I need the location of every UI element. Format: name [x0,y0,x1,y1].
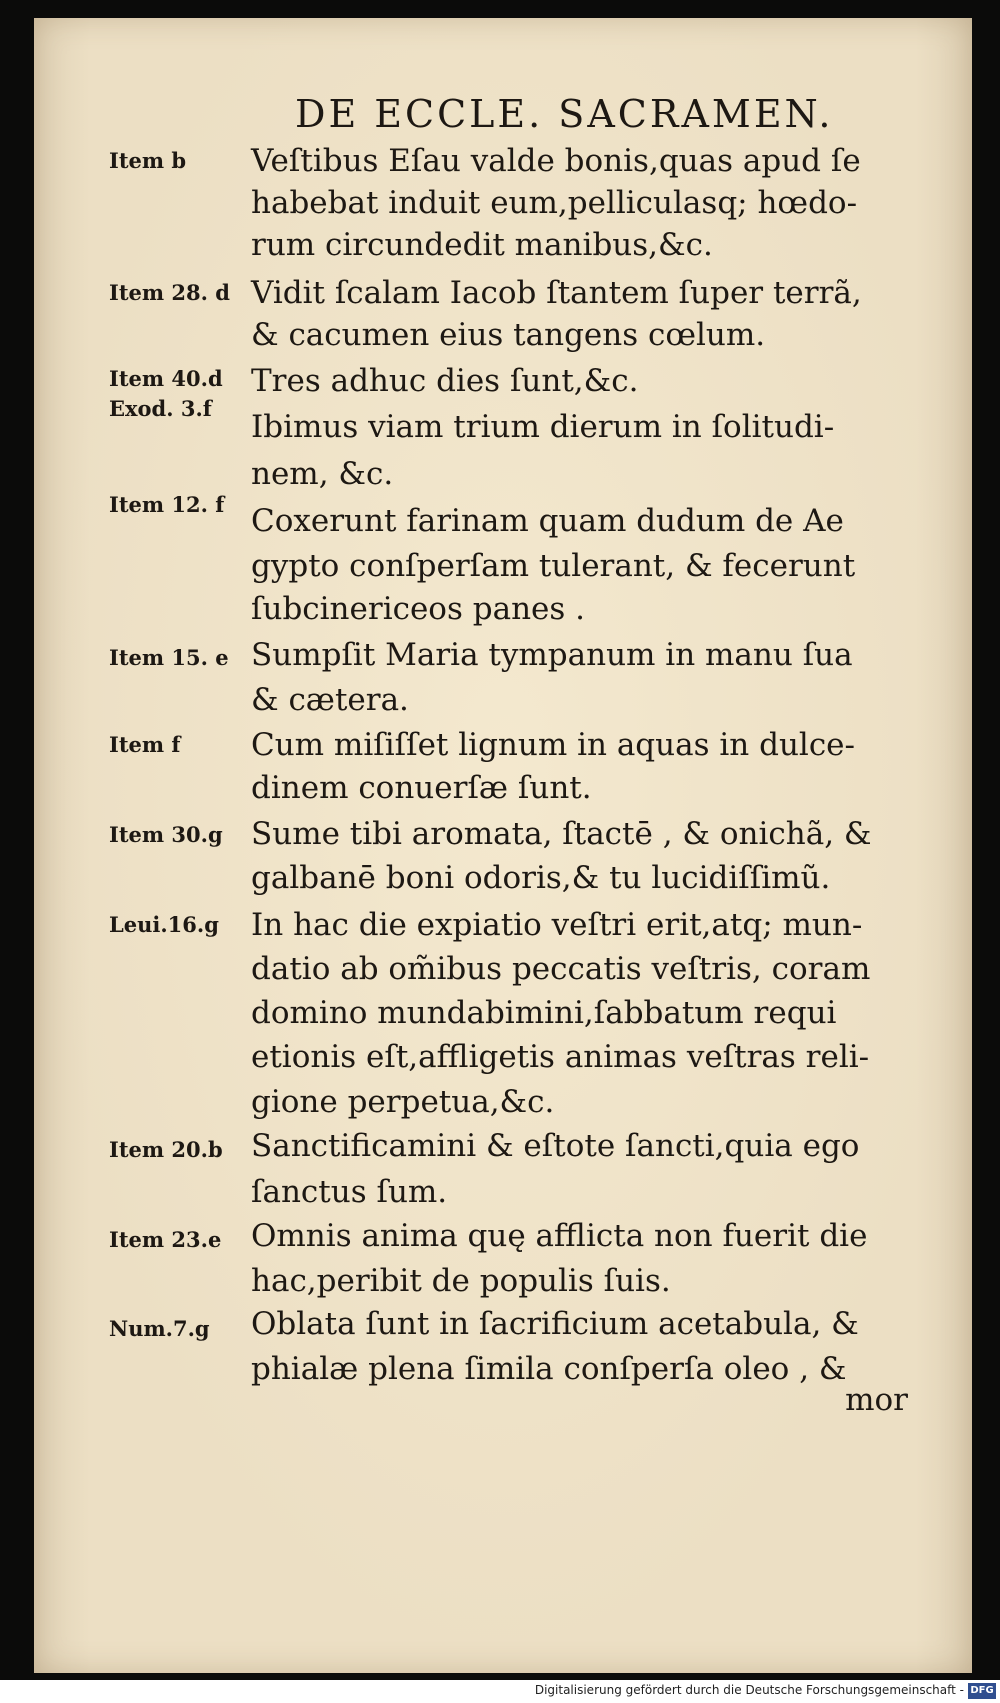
text-line: & cætera. [251,682,409,718]
text-line: Tres adhuc dies ſunt,&c. [251,363,639,399]
margin-reference: Item 40.d [109,366,223,391]
text-line: domino mundabimini,ſabbatum requi [251,995,837,1031]
text-line: Ibimus viam trium dierum in ſolitudi- [251,409,835,445]
footer-credit: Digitalisierung gefördert durch die Deutsche Forschungsgemeinschaft - [534,1683,964,1697]
margin-reference: Item 15. e [109,645,229,670]
text-line: Sanctificamini & eſtote ſancti,quia ego [251,1128,860,1164]
text-line: phialæ plena ſimila conſperſa oleo , & [251,1351,847,1387]
margin-reference: Item 23.e [109,1227,222,1252]
text-line: dinem conuerſæ ſunt. [251,770,592,806]
text-line: gypto conſperſam tulerant, & fecerunt [251,548,856,584]
text-line: Omnis anima quę afflicta non fuerit die [251,1218,868,1254]
text-line: galbanē boni odoris,& tu lucidiſſimũ. [251,860,831,896]
text-line: rum circundedit manibus,&c. [251,227,713,263]
margin-reference: Item 12. f [109,492,225,517]
text-line: datio ab om̃ibus peccatis veſtris, coram [251,951,871,987]
margin-reference: Item f [109,732,181,757]
margin-reference: Exod. 3.f [109,396,212,421]
margin-reference: Item b [109,148,187,173]
text-line: & cacumen eius tangens cœlum. [251,317,766,353]
text-line: Veſtibus Eſau valde bonis,quas apud ſe [251,143,861,179]
digitization-footer [0,1680,1000,1703]
text-line: Coxerunt farinam quam dudum de Ae [251,503,844,539]
catchword: mor [845,1382,908,1418]
margin-reference: Leui.16.g [109,912,219,937]
text-line: Sume tibi aromata, ſtactē , & onichã, & [251,816,872,852]
running-header: DE ECCLE. SACRAMEN. [295,92,834,136]
text-line: Oblata ſunt in ſacrificium acetabula, & [251,1306,859,1342]
text-line: ſubcinericeos panes . [251,591,585,627]
margin-reference: Item 30.g [109,822,223,847]
dfg-logo: DFG [968,1683,996,1699]
text-line: Vidit ſcalam Iacob ſtantem ſuper terrã, [251,275,862,311]
margin-reference: Num.7.g [109,1316,210,1341]
margin-reference: Item 28. d [109,280,230,305]
text-line: In hac die expiatio veſtri erit,atq; mun- [251,907,863,943]
text-line: Cum miſiſſet lignum in aquas in dulce- [251,727,856,763]
text-line: gione perpetua,&c. [251,1084,555,1120]
text-line: Sumpſit Maria tympanum in manu ſua [251,637,853,673]
text-line: ſanctus ſum. [251,1174,448,1210]
text-line: nem, &c. [251,456,394,492]
text-line: hac,peribit de populis ſuis. [251,1263,671,1299]
margin-reference: Item 20.b [109,1137,223,1162]
text-line: habebat induit eum,pelliculasq; hœdo- [251,185,858,221]
text-line: etionis eſt,affligetis animas veſtras reli- [251,1039,870,1075]
